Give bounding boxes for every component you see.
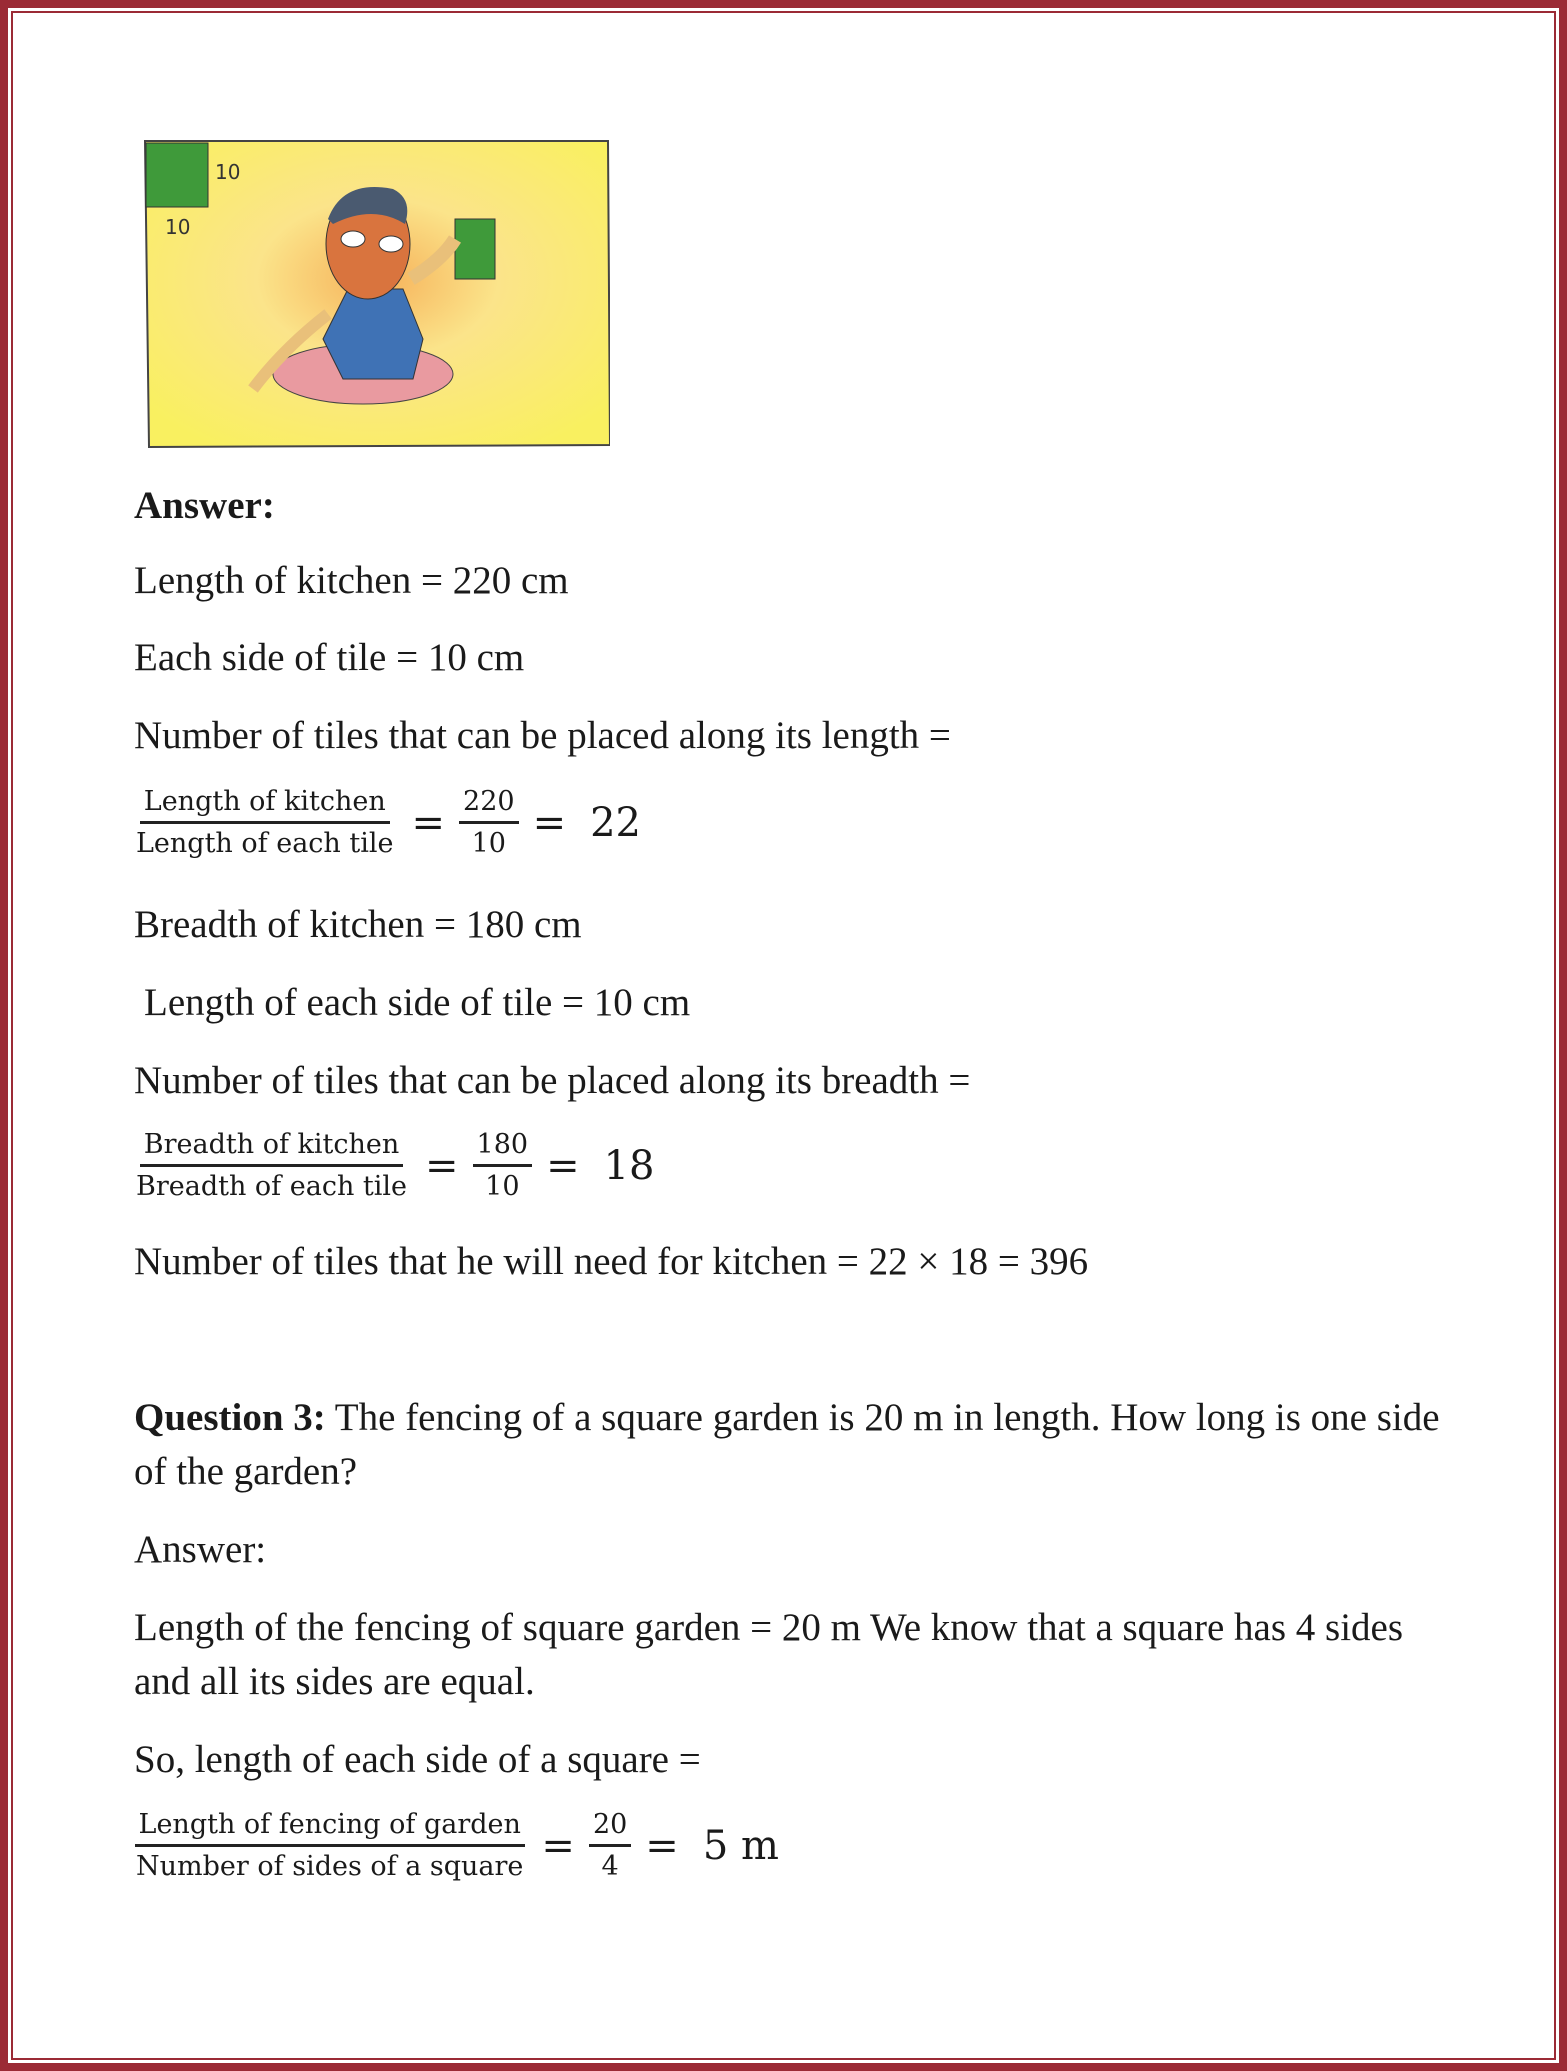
text-line: Breadth of kitchen = 180 cm <box>134 903 582 946</box>
text-line: Length of the fencing of square garden = 20 m We know that a square has 4 sides and all its sides are equal. <box>134 1606 1404 1703</box>
answer-label: Answer: <box>134 1528 267 1571</box>
text-line: Length of kitchen = 220 cm <box>134 559 569 602</box>
text-line: Each side of tile = 10 cm <box>134 636 525 679</box>
text-line: Length of each side of tile = 10 cm <box>144 981 691 1024</box>
fraction-side: $\frac{\text{Length of fencing of garden}}{\text{Number of sides of a square}}$ = $\frac{20}{4}$ = 5 m <box>136 1809 779 1882</box>
fraction-length: $\frac{\text{Length of kitchen}}{\text{Length of each tile}}$ = $\frac{220}{10}$ = 22 <box>136 786 641 859</box>
svg-text:10: 10 <box>215 160 241 184</box>
text-line: Number of tiles that can be placed along its length = <box>134 714 951 757</box>
text-line: So, length of each side of a square = <box>134 1738 701 1781</box>
svg-text:10: 10 <box>165 215 191 239</box>
text-line: Number of tiles that can be placed along its breadth = <box>134 1059 971 1102</box>
fraction-breadth: $\frac{\text{Breadth of kitchen}}{\text{Breadth of each tile}}$ = $\frac{180}{10}$ = 18 <box>136 1129 655 1202</box>
total-tiles: Number of tiles that he will need for kitchen = 22 × 18 = 396 <box>134 1240 1089 1283</box>
question-3: Question 3: The fencing of a square garden is 20 m in length. How long is one side of the garden? <box>134 1396 1440 1493</box>
boy-with-tile-illustration <box>143 139 610 449</box>
answer-heading: Answer: <box>134 484 275 527</box>
